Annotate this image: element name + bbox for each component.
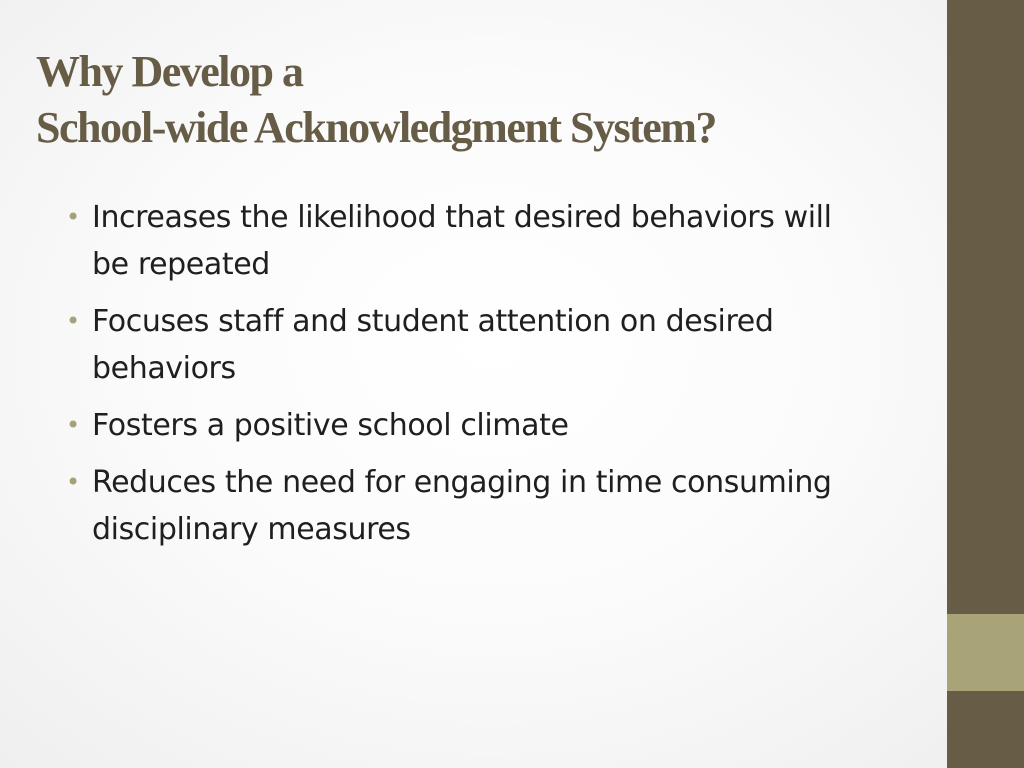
bullet-text: Increases the likelihood that desired behaviors will be repeated: [92, 200, 832, 282]
bullet-item: [66, 459, 866, 553]
bullet-dot-icon: •: [66, 468, 80, 496]
bullet-text: Focuses staff and student attention on desired behaviors: [92, 304, 774, 386]
title-line-1: Why Develop a: [36, 47, 303, 96]
bullet-item: [66, 402, 866, 449]
bullet-text: Reduces the need for engaging in time consuming disciplinary measures: [92, 465, 832, 547]
bullet-dot-icon: •: [66, 411, 80, 439]
slide-title: [36, 44, 936, 156]
bullet-item: [66, 194, 866, 288]
bullet-text: Fosters a positive school climate: [92, 408, 569, 443]
title-line-2: School-wide Acknowledgment System?: [36, 103, 716, 152]
sidebar-accent-block: [947, 614, 1024, 691]
bullet-list: [66, 194, 866, 563]
bullet-item: [66, 298, 866, 392]
bullet-dot-icon: •: [66, 203, 80, 231]
bullet-dot-icon: •: [66, 307, 80, 335]
